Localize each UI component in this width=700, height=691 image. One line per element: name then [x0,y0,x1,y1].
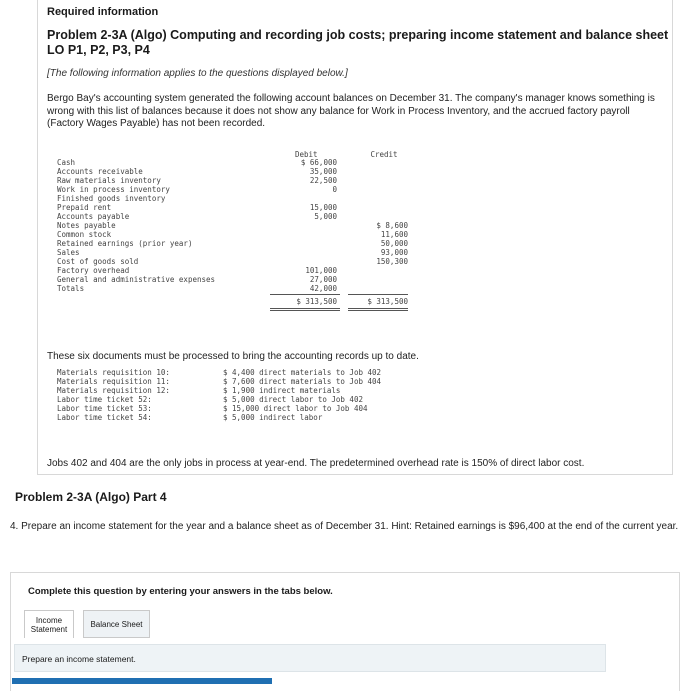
total-credit: $ 313,500 [367,297,408,306]
debit-value: 35,000 [309,167,337,176]
part-instruction: 4. Prepare an income statement for the year and a balance sheet as of December 31. Hint: Retained earnings is $96,400 at the end of the current year. [10,521,679,532]
credit-header: Credit [370,150,398,159]
table-row [55,275,415,284]
credit-sum-line [348,294,408,295]
prompt-text: Prepare an income statement. [22,654,136,664]
applies-note: [The following information applies to the questions displayed below.] [47,68,348,79]
credit-double-line [348,308,408,311]
document-name: Materials requisition 10: [57,368,170,377]
list-item [55,368,415,377]
account-name: Accounts payable [57,212,130,221]
debit-value: 15,000 [309,203,337,212]
table-row [55,167,415,176]
account-name: Prepaid rent [57,203,112,212]
complete-instruction: Complete this question by entering your answers in the tabs below. [28,586,333,597]
document-name: Materials requisition 12: [57,386,170,395]
debit-double-line [270,308,340,311]
list-item [55,404,415,413]
debit-sum-line [270,294,340,295]
debit-value: 42,000 [309,284,337,293]
credit-value: 93,000 [380,248,408,257]
account-name: Notes payable [57,221,116,230]
document-value: $ 5,000 direct labor to Job 402 [223,395,363,404]
credit-value: 150,300 [376,257,408,266]
debit-value: 5,000 [314,212,337,221]
table-row [55,194,415,203]
account-name: Work in process inventory [57,185,170,194]
table-row [55,176,415,185]
table-row [55,284,415,293]
document-value: $ 5,000 indirect labor [223,413,323,422]
table-row [55,239,415,248]
credit-value: $ 8,600 [376,221,408,230]
list-item [55,386,415,395]
document-value: $ 1,900 indirect materials [223,386,341,395]
debit-header: Debit [295,150,318,159]
account-name: Cost of goods sold [57,257,139,266]
document-value: $ 7,600 direct materials to Job 404 [223,377,382,386]
document-name: Labor time ticket 53: [57,404,152,413]
debit-value: 22,500 [309,176,337,185]
six-documents-text: These six documents must be processed to bring the accounting records up to date. [47,351,419,362]
totals-row [55,297,415,306]
account-name: Sales [57,248,80,257]
jobs-note: Jobs 402 and 404 are the only jobs in process at year-end. The predetermined overhead rate is 150% of direct labor cost. [47,458,585,469]
debit-value: 27,000 [309,275,337,284]
document-name: Materials requisition 11: [57,377,170,386]
debit-value: 0 [332,185,337,194]
progress-bar [12,678,272,684]
total-debit: $ 313,500 [296,297,337,306]
tab-income-statement[interactable]: Income Statement [24,610,74,638]
required-info-heading: Required information [47,6,159,18]
account-name: Totals [57,284,85,293]
list-item [55,395,415,404]
document-name: Labor time ticket 54: [57,413,152,422]
account-name: Finished goods inventory [57,194,166,203]
document-name: Labor time ticket 52: [57,395,152,404]
list-item [55,413,415,422]
intro-paragraph: Bergo Bay's accounting system generated the following account balances on December 31. The company's manager knows something is wrong with this list of balances because it does not show any balance for Work in Process Inventory, and the accrued factory payroll (Factory Wages Payable) has not been recorded. [47,93,655,129]
account-name: Common stock [57,230,112,239]
account-name: Factory overhead [57,266,130,275]
table-row [55,158,415,167]
account-name: Cash [57,158,76,167]
document-value: $ 4,400 direct materials to Job 402 [223,368,382,377]
table-row [55,257,415,266]
table-row [55,230,415,239]
account-name: Raw materials inventory [57,176,161,185]
account-name: Accounts receivable [57,167,143,176]
account-balances-table [55,148,415,328]
problem-title: Problem 2-3A (Algo) Computing and recording job costs; preparing income statement and balance sheet LO P1, P2, P3, P4 [47,28,669,57]
table-row [55,221,415,230]
debit-value: 101,000 [305,266,337,275]
document-value: $ 15,000 direct labor to Job 404 [223,404,368,413]
credit-value: 50,000 [380,239,408,248]
table-row [55,203,415,212]
account-name: General and administrative expenses [57,275,216,284]
tab-balance-sheet[interactable]: Balance Sheet [83,610,150,638]
table-row [55,266,415,275]
table-row [55,212,415,221]
account-name: Retained earnings (prior year) [57,239,193,248]
credit-value: 11,600 [380,230,408,239]
table-row [55,185,415,194]
list-item [55,377,415,386]
table-row [55,248,415,257]
part-title: Problem 2-3A (Algo) Part 4 [15,490,167,504]
debit-value: $ 66,000 [300,158,337,167]
